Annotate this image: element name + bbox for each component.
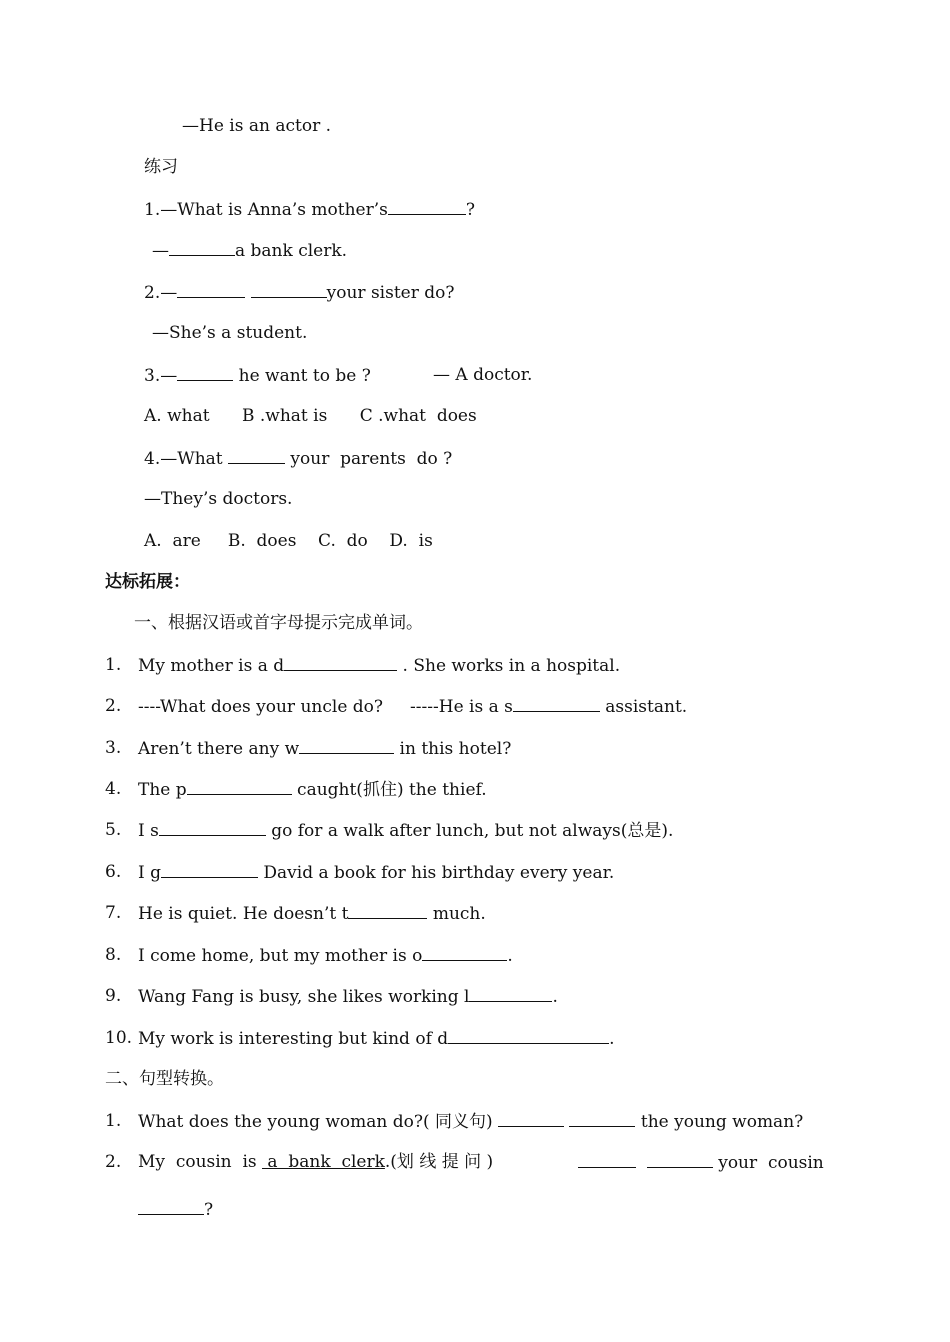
part1-title: 一、根据汉语或首字母提示完成单词。 [134,613,423,633]
transform-1-text: What does the young woman do?( 同义句) [138,1112,493,1132]
q1-text: 1.—What is Anna’s mother’s [144,200,388,220]
q1b-prefix: — [152,241,169,261]
item-4 [138,778,487,801]
practice-q3-question [144,364,371,387]
item-7-after: much. [427,904,486,924]
item-1-after: . She works in a hospital. [397,656,621,676]
item-1 [138,654,620,677]
q1b-blank[interactable] [169,239,235,256]
q3-mid: he want to be ? [233,366,371,386]
item-6-before: I g [138,863,162,883]
transform-2-text-a: My cousin is [138,1152,263,1172]
transform-2-blank-1[interactable] [578,1151,636,1168]
item-8-num: 8. [105,945,122,965]
practice-label: 练习 [144,157,178,177]
part2-title: 二、句型转换。 [105,1069,224,1089]
item-6 [138,861,614,884]
q3-prefix: 3.— [144,366,178,386]
item-6-blank[interactable] [161,861,258,878]
practice-q4-answer: —They’s doctors. [144,489,293,509]
answer-line: —He is an actor . [182,116,331,136]
practice-q3-answer: — A doctor. [433,365,533,385]
item-6-num: 6. [105,862,122,882]
transform-1-blank-2[interactable] [569,1110,635,1127]
item-9 [138,985,558,1008]
practice-q2-answer: —She’s a student. [152,323,308,343]
item-5-before: I s [138,821,159,841]
item-8-after: . [507,946,513,966]
item-8 [138,944,513,967]
q2-blank-1[interactable] [177,281,245,298]
item-3-after: in this hotel? [394,739,512,759]
item-10-after: . [609,1029,615,1049]
item-2-after: assistant. [599,697,688,717]
transform-2-blank-2[interactable] [647,1151,713,1168]
item-5 [138,819,673,842]
transform-2-right [578,1151,824,1174]
section-title: 达标拓展： [105,572,190,592]
transform-2-blank-3[interactable] [138,1198,204,1215]
transform-2 [138,1151,493,1173]
practice-q1-answer [152,239,347,262]
q2-blank-2[interactable] [251,281,327,298]
item-5-blank[interactable] [159,819,266,836]
item-2 [138,695,687,718]
item-3-blank[interactable] [299,737,394,754]
item-10-num: 10. [105,1028,133,1048]
item-7 [138,902,486,925]
item-2-num: 2. [105,696,122,716]
transform-2-underlined: a bank clerk [262,1152,385,1172]
item-1-blank[interactable] [284,654,397,671]
transform-1 [138,1110,803,1133]
item-9-blank[interactable] [469,985,552,1002]
item-9-num: 9. [105,986,122,1006]
item-9-before: Wang Fang is busy, she likes working l [138,987,470,1007]
transform-1-end: the young woman? [635,1112,804,1132]
item-1-num: 1. [105,655,122,675]
q1-end: ? [465,200,475,220]
q2-end: your sister do? [326,283,455,303]
transform-1-num: 1. [105,1111,122,1131]
item-7-before: He is quiet. He doesn’t t [138,904,349,924]
practice-q4-options: A. are B. does C. do D. is [144,531,433,551]
q3-blank[interactable] [177,364,233,381]
practice-q4-question [144,447,452,470]
transform-2-end: your cousin [712,1153,824,1173]
item-10 [138,1027,615,1050]
item-4-num: 4. [105,779,122,799]
item-3 [138,737,511,760]
transform-2-num: 2. [105,1152,122,1172]
item-10-blank[interactable] [448,1027,609,1044]
q4-blank[interactable] [228,447,285,464]
q2-prefix: 2.— [144,283,178,303]
item-1-before: My mother is a d [138,656,285,676]
q1-blank[interactable] [388,198,466,215]
item-5-after: go for a walk after lunch, but not always(总是). [265,821,674,841]
item-4-blank[interactable] [187,778,292,795]
item-9-after: . [552,987,558,1007]
item-6-after: David a book for his birthday every year. [258,863,615,883]
item-2-blank[interactable] [513,695,600,712]
item-4-after: caught(抓住) the thief. [291,780,487,800]
item-5-num: 5. [105,820,122,840]
item-10-before: My work is interesting but kind of d [138,1029,449,1049]
q4-prefix: 4.—What [144,449,223,469]
item-7-blank[interactable] [348,902,427,919]
item-4-before: The p [138,780,187,800]
item-3-before: Aren’t there any w [138,739,300,759]
transform-2-text-b: .(划 线 提 问 ) [384,1152,494,1172]
transform-2-last: ? [204,1200,214,1220]
practice-q1-question [144,198,475,221]
practice-q3-options: A. what B .what is C .what does [144,406,477,426]
item-2-before: ----What does your uncle do? -----He is a s [138,697,513,717]
q4-end: your parents do ? [285,449,453,469]
transform-1-blank-1[interactable] [498,1110,564,1127]
item-8-before: I come home, but my mother is o [138,946,423,966]
transform-2-cont [138,1198,213,1221]
q1b-end: a bank clerk. [235,241,348,261]
item-7-num: 7. [105,903,122,923]
practice-q2-question [144,281,455,304]
item-3-num: 3. [105,738,122,758]
item-8-blank[interactable] [422,944,507,961]
